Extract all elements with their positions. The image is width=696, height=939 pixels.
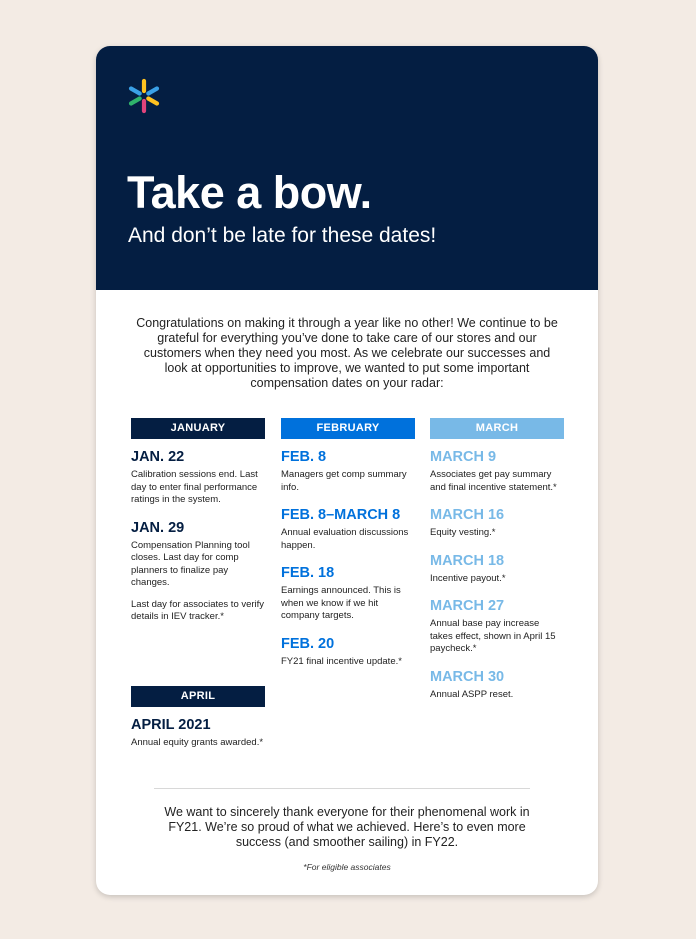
- hero-title: Take a bow.: [127, 167, 372, 218]
- month-header-march: MARCH: [430, 418, 564, 439]
- event-date: FEB. 18: [281, 565, 335, 581]
- email-card: [96, 46, 598, 895]
- event-date: MARCH 27: [430, 598, 505, 614]
- intro-paragraph: Congratulations on making it through a year like no other! We continue to be grateful for everything you’ve done to take care of our stores and our customers when they need you most. As we celebrate our successes and look at opportunities to improve, we wanted to put some important compensation dates on your radar:: [136, 316, 558, 390]
- event-description: Incentive payout.*: [430, 572, 506, 584]
- event-description: Annual equity grants awarded.*: [131, 737, 264, 748]
- event-date: FEB. 20: [281, 635, 335, 652]
- event-description: Earnings announced. This is when we know if we hit company targets.: [281, 585, 401, 621]
- event-description: Annual ASPP reset.: [430, 688, 514, 700]
- february-column: [281, 418, 415, 681]
- event-date: JAN. 22: [131, 449, 185, 465]
- event-description: Managers get comp summary info.: [281, 469, 407, 493]
- event-description: Associates get pay summary and final incentive statement.*: [430, 469, 557, 493]
- event-description: FY21 final incentive update.*: [281, 655, 402, 667]
- event-date: MARCH 30: [430, 668, 505, 685]
- event-date: MARCH 9: [430, 449, 497, 465]
- event-date: FEB. 8–MARCH 8: [281, 507, 401, 523]
- event-description: Annual base pay increase takes effect, shown in April 15 paycheck.*: [430, 618, 556, 654]
- event-description: Annual evaluation discussions happen.: [281, 527, 409, 551]
- closing-paragraph: We want to sincerely thank everyone for their phenomenal work in FY21. We’re so proud of what we achieved. Here’s to even more success (and smoother sailing) in FY22.: [164, 805, 530, 849]
- event-description-extra: Last day for associates to verify details in IEV tracker.*: [131, 598, 265, 622]
- walmart-spark-icon: [126, 78, 162, 114]
- march-column: [430, 418, 564, 714]
- divider: [154, 788, 530, 789]
- month-header-april: APRIL: [131, 686, 265, 707]
- event-description: Equity vesting.*: [430, 527, 496, 538]
- event-date: MARCH 18: [430, 552, 505, 569]
- event-date: FEB. 8: [281, 449, 327, 465]
- month-header-february: FEBRUARY: [281, 418, 415, 439]
- january-column: [131, 418, 265, 637]
- month-header-january: JANUARY: [131, 418, 265, 439]
- event-description: Calibration sessions end. Last day to enter final performance ratings in the system.: [131, 469, 258, 505]
- footnote: *For eligible associates: [303, 862, 391, 872]
- event-date: APRIL 2021: [131, 717, 211, 733]
- hero-subtitle: And don’t be late for these dates!: [128, 224, 437, 247]
- april-column: [131, 686, 265, 763]
- event-date: JAN. 29: [131, 519, 185, 536]
- hero-banner: [96, 46, 598, 290]
- event-date: MARCH 16: [430, 507, 505, 523]
- event-description: Compensation Planning tool closes. Last day for comp planners to finalize pay changes.: [131, 539, 250, 588]
